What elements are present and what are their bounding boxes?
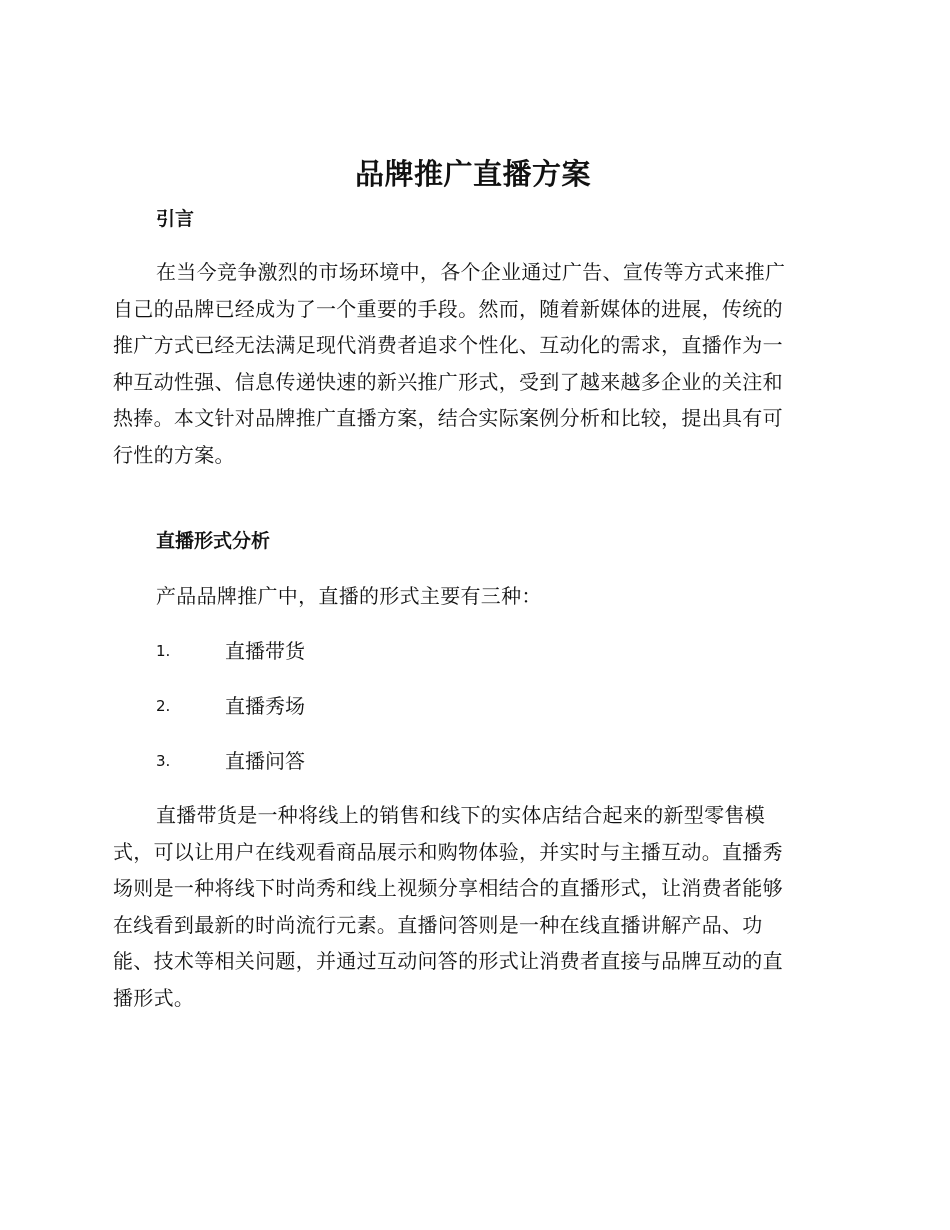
paragraph-line: 热捧。本文针对品牌推广直播方案，结合实际案例分析和比较，提出具有可: [113, 406, 783, 430]
paragraph-line: 在当今竞争激烈的市场环境中，各个企业通过广告、宣传等方式来推广: [156, 260, 786, 284]
paragraph-line: 场则是一种将线下时尚秀和线上视频分享相结合的直播形式，让消费者能够: [113, 876, 783, 900]
paragraph-line: 行性的方案。: [113, 442, 235, 467]
paragraph-line: 直播带货是一种将线上的销售和线下的实体店结合起来的新型零售模: [156, 803, 765, 827]
list-item-number: 1.: [156, 642, 171, 660]
list-item-text: 直播问答: [225, 749, 305, 773]
section-heading-introduction: 引言: [156, 208, 195, 230]
section-heading-live-formats: 直播形式分析: [156, 530, 271, 552]
introduction-paragraph: [113, 254, 833, 473]
list-item-number: 3.: [156, 752, 171, 770]
list-item-text: 直播带货: [225, 639, 305, 663]
formats-description-paragraph: [113, 797, 833, 1016]
paragraph-line: 产品品牌推广中，直播的形式主要有三种：: [156, 584, 542, 608]
list-item-text: 直播秀场: [225, 694, 305, 718]
paragraph-line: 在线看到最新的时尚流行元素。直播问答则是一种在线直播讲解产品、功: [113, 912, 763, 937]
paragraph-line: 自己的品牌已经成为了一个重要的手段。然而，随着新媒体的进展，传统的: [113, 296, 783, 321]
list-item-number: 2.: [156, 697, 171, 715]
paragraph-line: 播形式。: [113, 985, 195, 1010]
paragraph-line: 能、技术等相关问题，并通过互动问答的形式让消费者直接与品牌互动的直: [113, 949, 783, 973]
paragraph-line: 式，可以让用户在线观看商品展示和购物体验，并实时与主播互动。直播秀: [113, 839, 783, 864]
formats-intro-paragraph: [113, 578, 833, 615]
document-title: 品牌推广直播方案: [354, 157, 591, 191]
paragraph-line: 种互动性强、信息传递快速的新兴推广形式，受到了越来越多企业的关注和: [113, 369, 783, 394]
paragraph-line: 推广方式已经无法满足现代消费者追求个性化、互动化的需求，直播作为一: [113, 333, 783, 357]
